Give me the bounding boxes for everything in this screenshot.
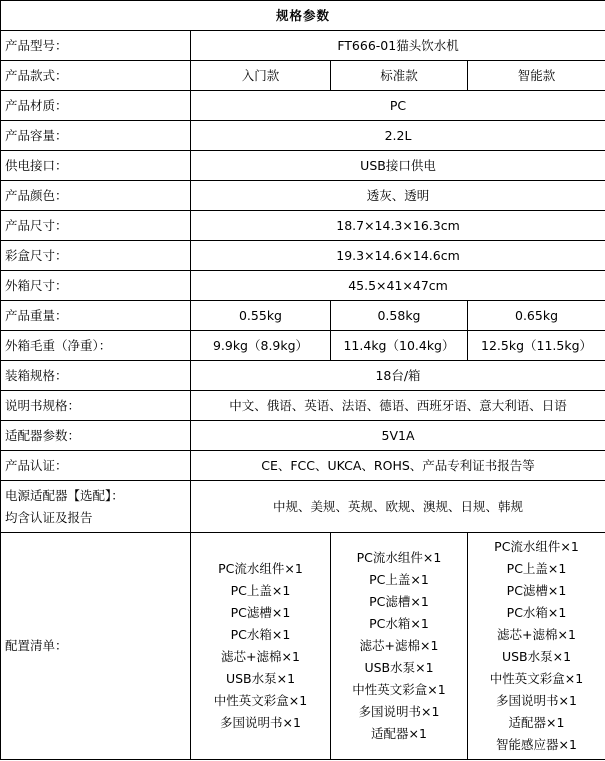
row-value: 透灰、透明 bbox=[191, 181, 605, 211]
version-entry: 入门款 bbox=[191, 61, 331, 91]
row-color bbox=[1, 181, 605, 211]
row-weight bbox=[1, 301, 605, 331]
list-item: PC上盖×1 bbox=[369, 572, 429, 587]
row-label: 适配器参数： bbox=[1, 421, 191, 451]
row-adapter-optional bbox=[1, 481, 605, 533]
row-label: 供电接口： bbox=[1, 151, 191, 181]
row-label: 产品容量： bbox=[1, 121, 191, 151]
list-item: USB水泵×1 bbox=[501, 649, 572, 664]
list-item: PC流水组件×1 bbox=[218, 561, 303, 576]
config-list-standard bbox=[331, 533, 468, 760]
row-value: 2.2L bbox=[191, 121, 605, 151]
row-adapter bbox=[1, 421, 605, 451]
list-item: 适配器×1 bbox=[371, 726, 427, 741]
list-item: PC流水组件×1 bbox=[494, 539, 579, 554]
row-label: 外箱尺寸： bbox=[1, 271, 191, 301]
row-manual bbox=[1, 391, 605, 421]
row-label: 产品颜色： bbox=[1, 181, 191, 211]
config-list-smart bbox=[468, 533, 605, 760]
row-label: 外箱毛重（净重）： bbox=[1, 331, 191, 361]
title-row bbox=[1, 1, 605, 31]
row-label: 说明书规格： bbox=[1, 391, 191, 421]
weight-entry: 0.55kg bbox=[191, 301, 331, 331]
list-item: 中性英文彩盒×1 bbox=[352, 682, 446, 697]
list-item: PC滤槽×1 bbox=[506, 583, 567, 598]
list-item: 多国说明书×1 bbox=[496, 693, 577, 708]
carton-weight-entry: 9.9kg（8.9kg） bbox=[191, 331, 331, 361]
row-capacity bbox=[1, 121, 605, 151]
row-value: 18台/箱 bbox=[191, 361, 605, 391]
row-material bbox=[1, 91, 605, 121]
carton-weight-smart: 12.5kg（11.5kg） bbox=[468, 331, 605, 361]
row-size bbox=[1, 211, 605, 241]
row-value: 中规、美规、英规、欧规、澳规、日规、韩规 bbox=[191, 481, 605, 533]
list-item: PC滤槽×1 bbox=[230, 605, 291, 620]
list-item: 中性英文彩盒×1 bbox=[213, 693, 308, 708]
list-item: 滤芯+滤棉×1 bbox=[497, 627, 576, 642]
list-item: 中性英文彩盒×1 bbox=[489, 671, 584, 686]
row-power bbox=[1, 151, 605, 181]
list-item: USB水泵×1 bbox=[225, 671, 296, 686]
row-label bbox=[1, 481, 191, 533]
row-label: 产品型号： bbox=[1, 31, 191, 61]
weight-standard: 0.58kg bbox=[331, 301, 468, 331]
config-list-entry bbox=[191, 533, 331, 760]
list-item: 多国说明书×1 bbox=[358, 704, 440, 719]
row-value: 18.7×14.3×16.3cm bbox=[191, 211, 605, 241]
row-label: 产品认证： bbox=[1, 451, 191, 481]
row-label: 配置清单： bbox=[1, 533, 191, 760]
list-item: PC水箱×1 bbox=[230, 627, 291, 642]
list-item: 滤芯+滤棉×1 bbox=[221, 649, 300, 664]
row-carton-size bbox=[1, 271, 605, 301]
list-item: PC上盖×1 bbox=[506, 561, 567, 576]
row-carton-weight bbox=[1, 331, 605, 361]
row-label: 产品尺寸： bbox=[1, 211, 191, 241]
row-value: USB接口供电 bbox=[191, 151, 605, 181]
row-label: 产品材质： bbox=[1, 91, 191, 121]
row-value: 5V1A bbox=[191, 421, 605, 451]
row-model bbox=[1, 31, 605, 61]
table-title: 规格参数 bbox=[1, 1, 605, 31]
row-cert bbox=[1, 451, 605, 481]
row-value: FT666-01猫头饮水机 bbox=[191, 31, 605, 61]
list-item: 适配器×1 bbox=[508, 715, 565, 730]
row-value: 中文、俄语、英语、法语、德语、西班牙语、意大利语、日语 bbox=[191, 391, 605, 421]
row-versions bbox=[1, 61, 605, 91]
row-label: 产品款式： bbox=[1, 61, 191, 91]
row-value: 19.3×14.6×14.6cm bbox=[191, 241, 605, 271]
row-value: 45.5×41×47cm bbox=[191, 271, 605, 301]
weight-smart: 0.65kg bbox=[468, 301, 605, 331]
version-smart: 智能款 bbox=[468, 61, 605, 91]
row-label-line: 电源适配器【选配】： bbox=[5, 487, 124, 503]
carton-weight-standard: 11.4kg（10.4kg） bbox=[331, 331, 468, 361]
row-label: 装箱规格： bbox=[1, 361, 191, 391]
list-item: PC上盖×1 bbox=[230, 583, 291, 598]
list-item: 智能感应器×1 bbox=[496, 737, 577, 752]
list-item: PC流水组件×1 bbox=[356, 550, 442, 565]
row-config bbox=[1, 533, 605, 760]
row-label-line: 均含认证及报告 bbox=[5, 509, 93, 525]
list-item: PC滤槽×1 bbox=[369, 594, 429, 609]
list-item: PC水箱×1 bbox=[506, 605, 567, 620]
row-packing bbox=[1, 361, 605, 391]
row-value: CE、FCC、UKCA、ROHS、产品专利证书报告等 bbox=[191, 451, 605, 481]
list-item: 多国说明书×1 bbox=[220, 715, 301, 730]
row-label: 彩盒尺寸： bbox=[1, 241, 191, 271]
list-item: USB水泵×1 bbox=[364, 660, 434, 675]
row-value: PC bbox=[191, 91, 605, 121]
row-label: 产品重量： bbox=[1, 301, 191, 331]
list-item: PC水箱×1 bbox=[369, 616, 429, 631]
row-box-size bbox=[1, 241, 605, 271]
list-item: 滤芯+滤棉×1 bbox=[359, 638, 439, 653]
version-standard: 标准款 bbox=[331, 61, 468, 91]
